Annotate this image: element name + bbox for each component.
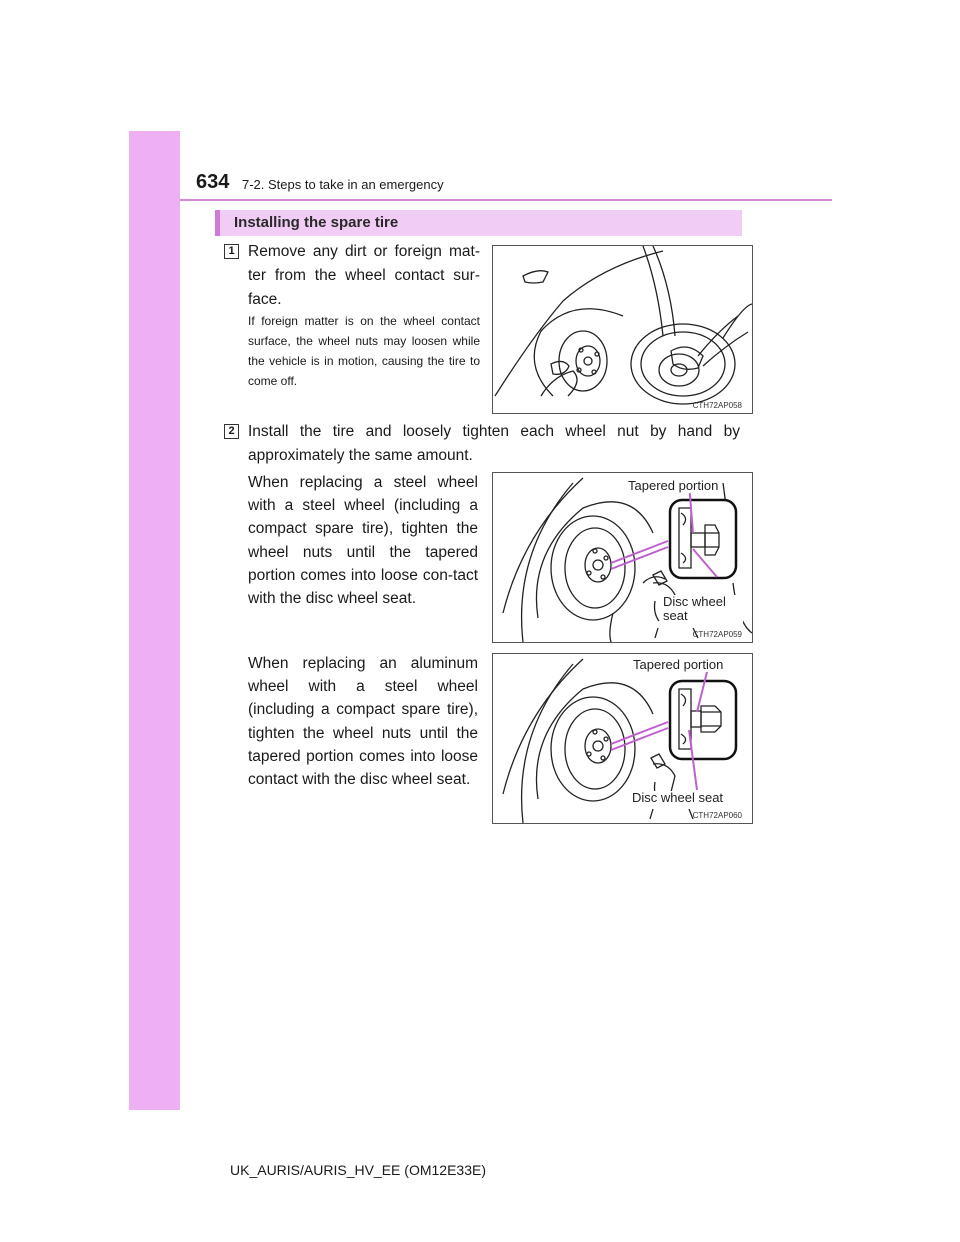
figure-code: CTH72AP059	[692, 630, 742, 639]
aluminum-wheel-instruction: When replacing an aluminum wheel with a steel wheel (including a compact spare tire), tighten the wheel nuts until the tapered portion comes into loose contact with the disc wheel seat.	[248, 655, 478, 789]
figure-code: CTH72AP058	[692, 401, 742, 410]
steel-wheel-instruction: When replacing a steel wheel with a steel wheel (including a compact spare tire), tighten the wheel nuts until the tapered portion comes into loose con-tact with the disc wheel seat.	[248, 474, 478, 608]
label-disc-wheel-seat: Disc wheel seat	[663, 595, 743, 623]
figure-code: CTH72AP060	[692, 811, 742, 820]
step-1-badge: 1	[224, 244, 239, 259]
illustration-cleaning-hub	[493, 246, 752, 413]
section-title: 7-2. Steps to take in an emergency	[242, 177, 444, 192]
step-1-note: If foreign matter is on the wheel contact surface, the wheel nuts may loosen while the vehicle is in motion, causing the tire to come off.	[248, 314, 480, 388]
heading-bar	[215, 210, 742, 236]
page-number: 634	[196, 171, 230, 193]
step-1-text: Remove any dirt or foreign mat-ter from the wheel contact sur-face.	[248, 243, 480, 308]
heading-title: Installing the spare tire	[234, 214, 399, 231]
step-2-badge: 2	[224, 424, 239, 439]
label-tapered-portion: Tapered portion	[628, 478, 719, 493]
figure-clean-wheel-surface	[492, 245, 753, 414]
chapter-sidebar-tab	[129, 131, 180, 1110]
figure-aluminum-wheel	[492, 653, 753, 824]
figure-steel-wheel	[492, 472, 753, 643]
header-divider	[180, 199, 832, 201]
step-2-text: Install the tire and loosely tighten each wheel nut by hand by approximately the same amount.	[248, 423, 740, 464]
footer-doc-id: UK_AURIS/AURIS_HV_EE (OM12E33E)	[230, 1162, 486, 1178]
label-disc-wheel-seat: Disc wheel seat	[632, 790, 724, 805]
label-tapered-portion: Tapered portion	[633, 657, 724, 672]
